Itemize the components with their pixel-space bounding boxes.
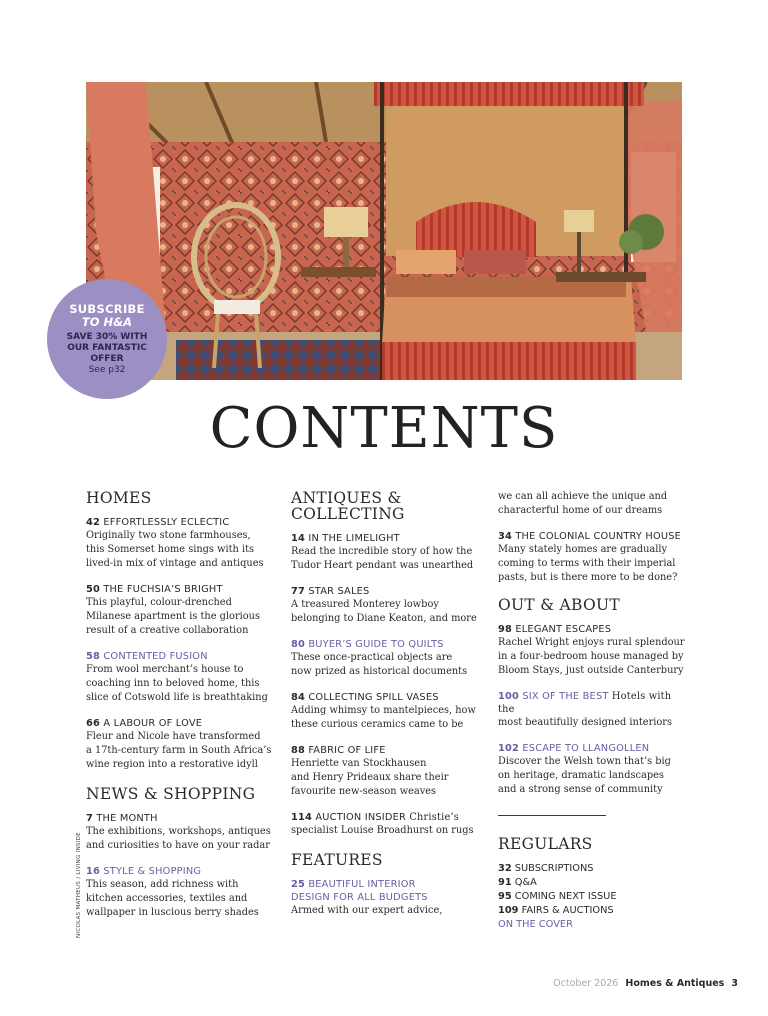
on-the-cover-link[interactable]: ON THE COVER — [498, 919, 573, 930]
page-number: 91 — [498, 877, 512, 888]
page-number: 114 — [291, 812, 313, 823]
entry-title: BUYER’S GUIDE TO QUILTS — [308, 639, 444, 650]
contents-entry[interactable] — [291, 585, 481, 626]
contents-entry[interactable] — [498, 690, 688, 730]
contents-entry[interactable] — [86, 516, 276, 571]
entry-title-line2: DESIGN FOR ALL BUDGETS — [291, 892, 428, 903]
page-number: 88 — [291, 745, 306, 756]
entry-title: ELEGANT ESCAPES — [515, 624, 612, 635]
page-number: 50 — [86, 584, 101, 595]
regular-item[interactable] — [498, 890, 688, 904]
page-footer — [553, 978, 738, 989]
section-heading-news: NEWS & SHOPPING — [86, 785, 256, 803]
regular-item[interactable] — [498, 904, 688, 918]
entry-title: CONTENTED FUSION — [103, 651, 208, 662]
contents-entry[interactable] — [291, 744, 481, 799]
contents-entry[interactable] — [291, 878, 481, 918]
contents-column-2 — [291, 490, 481, 930]
issue-date: October 2026 — [553, 978, 619, 989]
contents-column-3 — [498, 490, 688, 932]
regular-label: COMING NEXT ISSUE — [514, 891, 617, 902]
section-heading-homes: HOMES — [86, 489, 152, 507]
entry-description: These once-practical objects are now prized as historical documents — [291, 652, 468, 677]
entry-title: IN THE LIMELIGHT — [308, 533, 400, 544]
section-heading-features: FEATURES — [291, 851, 383, 869]
entry-title: COLLECTING SPILL VASES — [308, 692, 439, 703]
contents-entry[interactable] — [291, 811, 481, 838]
contents-entry[interactable] — [86, 583, 276, 638]
entry-description: Henriette van Stockhausen and Henry Prideaux share their favourite new-season weaves — [291, 758, 449, 797]
regular-label: Q&A — [514, 877, 537, 888]
section-heading-regulars: REGULARS — [498, 835, 593, 853]
contents-entry[interactable] — [86, 717, 276, 772]
entry-title: AUCTION INSIDER — [315, 812, 406, 823]
page-number: 16 — [86, 866, 101, 877]
entry-inline-description: Christie’s — [409, 812, 459, 823]
page-number: 7 — [86, 813, 94, 824]
contents-entry[interactable] — [86, 865, 276, 920]
contents-entry[interactable] — [498, 742, 688, 797]
regular-item[interactable] — [498, 876, 688, 890]
entry-title: STYLE & SHOPPING — [103, 866, 202, 877]
contents-entry[interactable] — [498, 530, 688, 585]
page-number: 34 — [498, 531, 513, 542]
entry-title: BEAUTIFUL INTERIOR — [308, 879, 416, 890]
section-heading-antiques: ANTIQUES & COLLECTING — [291, 489, 405, 523]
entry-description: Discover the Welsh town that’s big on heritage, dramatic landscapes and a strong sense of community — [498, 756, 671, 795]
entry-description: Armed with our expert advice, — [291, 905, 443, 916]
page-number: 100 — [498, 691, 520, 702]
badge-page-ref: See p32 — [88, 364, 126, 375]
hero-photo — [86, 82, 682, 380]
entry-description: specialist Louise Broadhurst on rugs — [291, 825, 474, 836]
contents-entry[interactable] — [291, 532, 481, 573]
page-number: 14 — [291, 533, 306, 544]
regular-label: FAIRS & AUCTIONS — [521, 905, 614, 916]
contents-entry[interactable] — [498, 623, 688, 678]
page-number: 42 — [86, 517, 101, 528]
entry-description: The exhibitions, workshops, antiques and curiosities to have on your radar — [86, 826, 271, 851]
page-number: 84 — [291, 692, 306, 703]
section-heading-out-about: OUT & ABOUT — [498, 596, 621, 614]
contents-column-1 — [86, 490, 276, 932]
page-number: 58 — [86, 651, 101, 662]
photo-credit: NICOLAS MATHEUS / LIVING INSIDE — [76, 831, 82, 938]
entry-inline-description: Hotels with the — [498, 691, 672, 715]
contents-entry[interactable] — [86, 650, 276, 705]
page-number: 109 — [498, 905, 519, 916]
page-title: CONTENTS — [209, 396, 559, 461]
entry-description: Many stately homes are gradually coming to terms with their imperial pasts, but is there more to be done? — [498, 544, 678, 583]
entry-title: THE FUCHSIA’S BRIGHT — [103, 584, 223, 595]
page-number: 32 — [498, 863, 512, 874]
entry-title: STAR SALES — [308, 586, 370, 597]
contents-entry[interactable] — [291, 691, 481, 732]
entry-title: EFFORTLESSLY ECLECTIC — [103, 517, 230, 528]
entry-title: SIX OF THE BEST — [522, 691, 609, 702]
subscribe-badge[interactable] — [47, 279, 167, 399]
page-number: 66 — [86, 718, 101, 729]
entry-description: Originally two stone farmhouses, this Somerset home sings with its lived-in mix of vintage and antiques — [86, 530, 264, 569]
entry-description: Read the incredible story of how the Tudor Heart pendant was unearthed — [291, 546, 474, 571]
entry-title: FABRIC OF LIFE — [308, 745, 386, 756]
page-number: 98 — [498, 624, 513, 635]
entry-title: A LABOUR OF LOVE — [103, 718, 203, 729]
continued-description: we can all achieve the unique and characterful home of our dreams — [498, 491, 668, 516]
badge-line2: TO H&A — [81, 314, 133, 329]
entry-description: Adding whimsy to mantelpieces, how these curious ceramics came to be — [291, 705, 476, 730]
contents-entry[interactable] — [86, 812, 276, 853]
entry-description: A treasured Monterey lowboy belonging to Diane Keaton, and more — [291, 599, 477, 624]
badge-offer: SAVE 30% WITH OUR FANTASTIC OFFER — [66, 331, 148, 364]
entry-title: THE COLONIAL COUNTRY HOUSE — [515, 531, 682, 542]
page-number: 102 — [498, 743, 520, 754]
entry-description: most beautifully designed interiors — [498, 717, 673, 728]
entry-title: THE MONTH — [96, 813, 158, 824]
page-number-footer: 3 — [731, 978, 738, 989]
page-number: 80 — [291, 639, 306, 650]
regular-label: SUBSCRIPTIONS — [514, 863, 594, 874]
entry-description: Rachel Wright enjoys rural splendour in a four-bedroom house managed by Bloom Stays, just outside Canterbury — [498, 637, 685, 676]
divider — [498, 815, 606, 816]
entry-description: Fleur and Nicole have transformed a 17th-century farm in South Africa’s wine region into a restorative idyll — [86, 731, 272, 770]
entry-description: This playful, colour-drenched Milanese apartment is the glorious result of a creative collaboration — [86, 597, 260, 636]
entry-title: ESCAPE TO LLANGOLLEN — [522, 743, 650, 754]
contents-entry[interactable] — [291, 638, 481, 679]
page-number: 77 — [291, 586, 306, 597]
regular-item[interactable] — [498, 862, 688, 876]
badge-line1: SUBSCRIBE — [69, 301, 145, 316]
page-number: 95 — [498, 891, 512, 902]
page-number: 25 — [291, 879, 306, 890]
entry-description: This season, add richness with kitchen accessories, textiles and wallpaper in luscious berry shades — [86, 879, 259, 918]
magazine-name: Homes & Antiques — [625, 978, 725, 989]
entry-description: From wool merchant’s house to coaching inn to beloved home, this slice of Cotswold life is breathtaking — [86, 664, 268, 703]
